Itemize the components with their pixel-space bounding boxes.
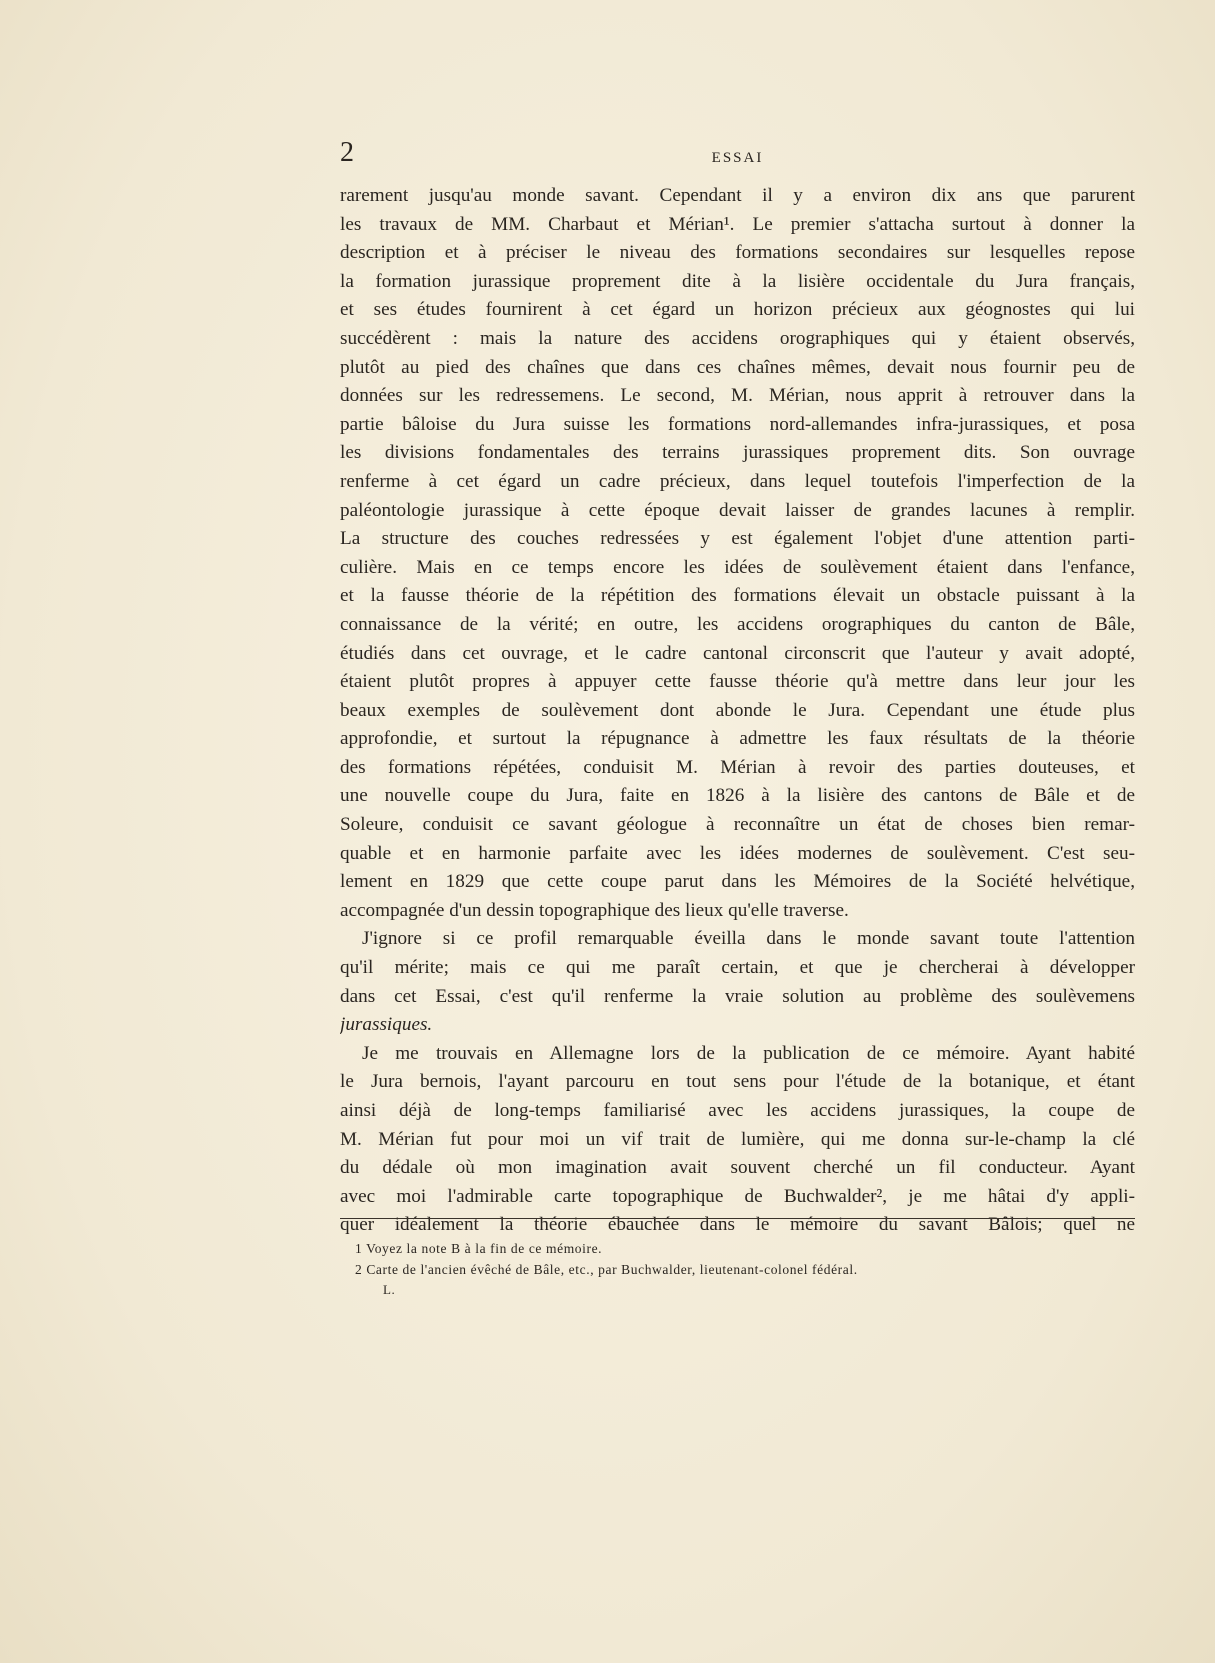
body-line: La structure des couches redressées y est également l'objet d'une attention parti-	[340, 528, 1135, 550]
body-line: rarement jusqu'au monde savant. Cependant il y a environ dix ans que parurent	[340, 185, 1135, 206]
body-line: dans cet Essai, c'est qu'il renferme la vraie solution au problème des soulèvemens	[340, 985, 1135, 1007]
body-line: avec moi l'admirable carte topographique de Buchwalder², je me hâtai d'y appli-	[340, 1185, 1135, 1207]
body-line: jurassiques.	[340, 1014, 433, 1036]
footnote: 2 Carte de l'ancien évêché de Bâle, etc., par Buchwalder, lieutenant-colonel fédéral.	[355, 1262, 858, 1277]
body-line: données sur les redressemens. Le second, M. Mérian, nous apprit à retrouver dans la	[340, 385, 1135, 407]
body-line: connaissance de la vérité; en outre, les accidens orographiques du canton de Bâle,	[340, 613, 1135, 635]
body-line: qu'il mérite; mais ce qui me paraît certain, et que je chercherai à développer	[340, 957, 1135, 979]
body-line: et ses études fournirent à cet égard un horizon précieux aux géognostes qui lui	[340, 299, 1135, 321]
body-line: ainsi déjà de long-temps familiarisé avec les accidens jurassiques, la coupe de	[340, 1100, 1135, 1121]
body-line: partie bâloise du Jura suisse les formations nord-allemandes infra-jurassiques, et posa	[340, 413, 1135, 435]
body-line: plutôt au pied des chaînes que dans ces chaînes mêmes, devait nous fournir peu de	[340, 356, 1135, 378]
footnote: 1 Voyez la note B à la fin de ce mémoire.	[355, 1241, 603, 1256]
body-line: la formation jurassique proprement dite à la lisière occidentale du Jura français,	[340, 270, 1135, 292]
signature-initial: L.	[383, 1282, 396, 1297]
body-line: les travaux de MM. Charbaut et Mérian¹. Le premier s'attacha surtout à donner la	[340, 213, 1135, 235]
body-line: M. Mérian fut pour moi un vif trait de lumière, qui me donna sur-le-champ la clé	[340, 1128, 1135, 1150]
body-line: Je me trouvais en Allemagne lors de la publication de ce mémoire. Ayant habité	[362, 1042, 1135, 1064]
body-line: le Jura bernois, l'ayant parcouru en tout sens pour l'étude de la botanique, et étant	[340, 1071, 1135, 1093]
body-line: étaient plutôt propres à appuyer cette fausse théorie qu'à mettre dans leur jour les	[340, 671, 1135, 693]
page-header	[340, 137, 1135, 172]
body-line: Soleure, conduisit ce savant géologue à reconnaître un état de choses bien remar-	[340, 814, 1135, 836]
body-line: culière. Mais en ce temps encore les idées de soulèvement étaient dans l'enfance,	[340, 556, 1135, 578]
body-line: étudiés dans cet ouvrage, et le cadre cantonal circonscrit que l'auteur y avait adopté,	[340, 642, 1135, 664]
body-line: renferme à cet égard un cadre précieux, dans lequel toutefois l'imperfection de la	[340, 470, 1135, 492]
body-line: J'ignore si ce profil remarquable éveilla dans le monde savant toute l'attention	[362, 928, 1135, 950]
body-line: succédèrent : mais la nature des accidens orographiques qui y étaient observés,	[340, 327, 1135, 349]
body-line: lement en 1829 que cette coupe parut dans les Mémoires de la Société helvétique,	[340, 871, 1135, 893]
page-number: 2	[340, 137, 354, 168]
body-line: beaux exemples de soulèvement dont abonde le Jura. Cependant une étude plus	[340, 699, 1135, 721]
footnote-divider	[340, 1218, 1135, 1219]
body-line: et la fausse théorie de la répétition des formations élevait un obstacle puissant à la	[340, 585, 1135, 607]
body-text	[340, 182, 1135, 1236]
body-line: des formations répétées, conduisit M. Mérian à revoir des parties douteuses, et	[340, 756, 1135, 778]
body-line: approfondie, et surtout la répugnance à admettre les faux résultats de la théorie	[340, 728, 1135, 750]
body-line: quable et en harmonie parfaite avec les idées modernes de soulèvement. C'est seu-	[340, 842, 1135, 864]
body-line: les divisions fondamentales des terrains jurassiques proprement dits. Son ouvrage	[340, 442, 1135, 464]
body-line: description et à préciser le niveau des formations secondaires sur lesquelles repose	[340, 242, 1135, 264]
running-title: ESSAI	[711, 150, 764, 166]
body-line: quer idéalement la théorie ébauchée dans le mémoire du savant Bâlois; quel ne	[340, 1214, 1135, 1236]
body-line: du dédale où mon imagination avait souvent cherché un fil conducteur. Ayant	[340, 1157, 1135, 1179]
body-line: une nouvelle coupe du Jura, faite en 1826 à la lisière des cantons de Bâle et de	[340, 785, 1135, 807]
footnotes	[355, 1238, 1135, 1301]
body-line: accompagnée d'un dessin topographique des lieux qu'elle traverse.	[340, 899, 849, 921]
body-line: paléontologie jurassique à cette époque devait laisser de grandes lacunes à remplir.	[340, 499, 1135, 521]
